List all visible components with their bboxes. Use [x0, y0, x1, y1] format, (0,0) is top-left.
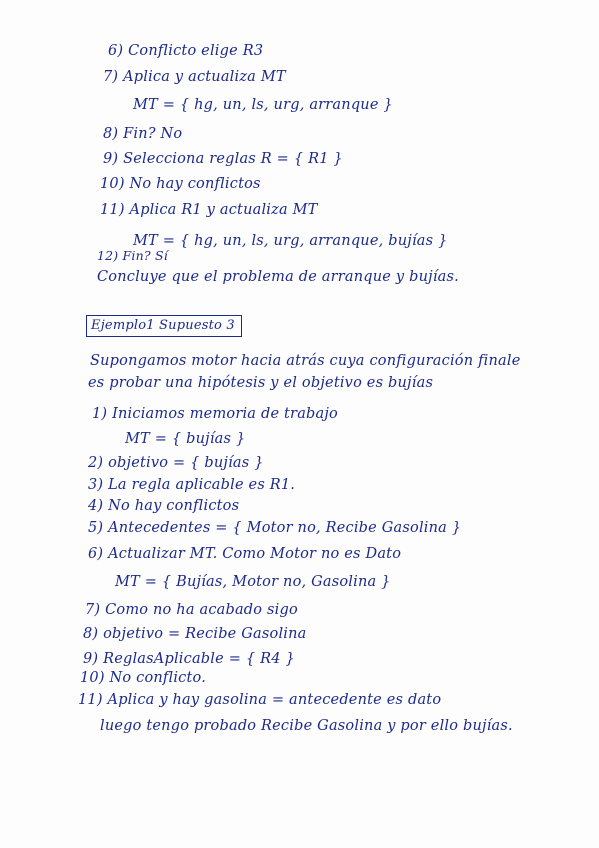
- step-1-line: 1) Iniciamos memoria de trabajo: [92, 406, 338, 422]
- conclusion-line: luego tengo probado Recibe Gasolina y por ello bujías.: [100, 718, 513, 734]
- step-2-line: 2) objetivo = { bujías }: [88, 455, 264, 471]
- step-11-line: 11) Aplica R1 y actualiza MT: [100, 202, 318, 218]
- step-10-line: 10) No conflicto.: [80, 670, 207, 686]
- working-memory-line: MT = { Bujías, Motor no, Gasolina }: [115, 574, 391, 590]
- step-4-line: 4) No hay conflictos: [88, 498, 240, 514]
- step-7-line: 7) Como no ha acabado sigo: [85, 602, 298, 618]
- step-12-line: 12) Fin? Sí: [97, 248, 168, 263]
- section-heading-box: Ejemplo1 Supuesto 3: [86, 315, 242, 337]
- step-7-line: 7) Aplica y actualiza MT: [103, 69, 286, 85]
- working-memory-line: MT = { hg, un, ls, urg, arranque }: [133, 97, 393, 113]
- working-memory-line: MT = { bujías }: [125, 431, 246, 447]
- step-10-line: 10) No hay conflictos: [100, 176, 261, 192]
- step-6-line: 6) Conflicto elige R3: [108, 43, 264, 59]
- step-9-line: 9) Selecciona reglas R = { R1 }: [103, 151, 343, 167]
- conclusion-line: Concluye que el problema de arranque y bujías.: [97, 269, 459, 285]
- intro-line: Supongamos motor hacia atrás cuya configuración finale: [90, 353, 521, 369]
- step-3-line: 3) La regla aplicable es R1.: [88, 477, 296, 493]
- step-6-line: 6) Actualizar MT. Como Motor no es Dato: [88, 546, 402, 562]
- intro-line: es probar una hipótesis y el objetivo es bujías: [88, 375, 434, 391]
- step-9-line: 9) ReglasAplicable = { R4 }: [83, 651, 295, 667]
- step-8-line: 8) Fin? No: [103, 126, 183, 142]
- step-11-line: 11) Aplica y hay gasolina = antecedente es dato: [78, 692, 442, 708]
- step-8-line: 8) objetivo = Recibe Gasolina: [83, 626, 307, 642]
- working-memory-line: MT = { hg, un, ls, urg, arranque, bujías }: [133, 233, 448, 249]
- step-5-line: 5) Antecedentes = { Motor no, Recibe Gasolina }: [88, 520, 462, 536]
